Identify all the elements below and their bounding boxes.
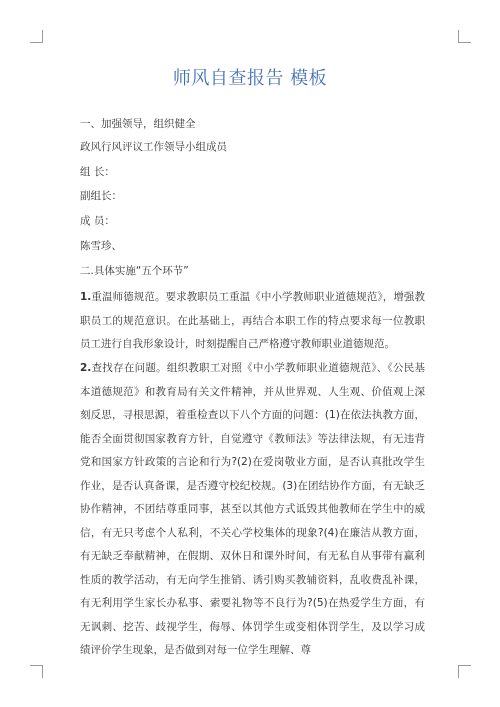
- paragraph-1-number: 1.: [80, 291, 92, 303]
- section1-heading: 一、加强领导，组织健全: [80, 118, 196, 130]
- crop-mark-top-right: [458, 30, 471, 43]
- crop-mark-bottom-right: [458, 665, 471, 678]
- section2-heading: 二.具体实施“五个环节”: [80, 265, 189, 277]
- leader-label: 组 长：: [80, 166, 115, 178]
- vice-leader-label: 副组长：: [80, 190, 122, 202]
- crop-mark-bottom-left: [30, 665, 43, 678]
- paragraph-1-text: 重温师德规范。要求教职员工重温《中小学教师职业道德规范》，增强教职员工的规范意识。在此基础上，再结合本职工作的特点要求每一位教职员工进行自我形象设计，时刻提醒自己严格遵守教师职业道德规范。: [80, 291, 425, 350]
- paragraph-2-text: 查找存在问题。组织教职工对照《中小学教师职业道德规范》、《公民基本道德规范》和教育局有关文件精神，并从世界观、人生观、价值观上深刻反思，寻根思源，着重检查以下八个方面的问题：(1)在依法执教方面，能否全面贯彻国家教育方针，自觉遵守《教师法》等法律法规，有无违背党和国家方针政策的言论和行为?(2)在爱岗敬业方面，是否认真批改学生作业，是否认真备课，是否遵守校纪校规。(3)在团结协作方面，有无缺乏协作精神，不团结尊重同事，甚至以其他方式诋毁其他教师在学生中的威信，有无只考虑个人私利，不关心学校集体的现象?(4)在廉洁从教方面，有无缺乏奉献精神，在假期、双休日和课外时间，有无私自从事带有赢利性质的教学活动，有无向学生推销、诱引购买教辅资料，乱收费乱补课，有无利用学生家长办私事、索要礼物等不良行为?(5)在热爱学生方面，有无讽刺、挖苦、歧视学生，侮辱、体罚学生或变相体罚学生，及以学习成绩评价学生现象，是否做到对每一位学生理解、尊: [80, 362, 425, 656]
- group-heading: 政风行风评议工作领导小组成员: [80, 141, 227, 153]
- document-title: 师风自查报告 模板: [172, 68, 328, 89]
- members-label: 成 员：: [80, 215, 115, 227]
- paragraph-2: [80, 357, 425, 663]
- crop-mark-top-left: [30, 30, 43, 43]
- paragraph-1: [80, 286, 425, 357]
- member-names: 陈雪珍、: [80, 240, 122, 252]
- paragraph-2-number: 2.: [80, 362, 92, 374]
